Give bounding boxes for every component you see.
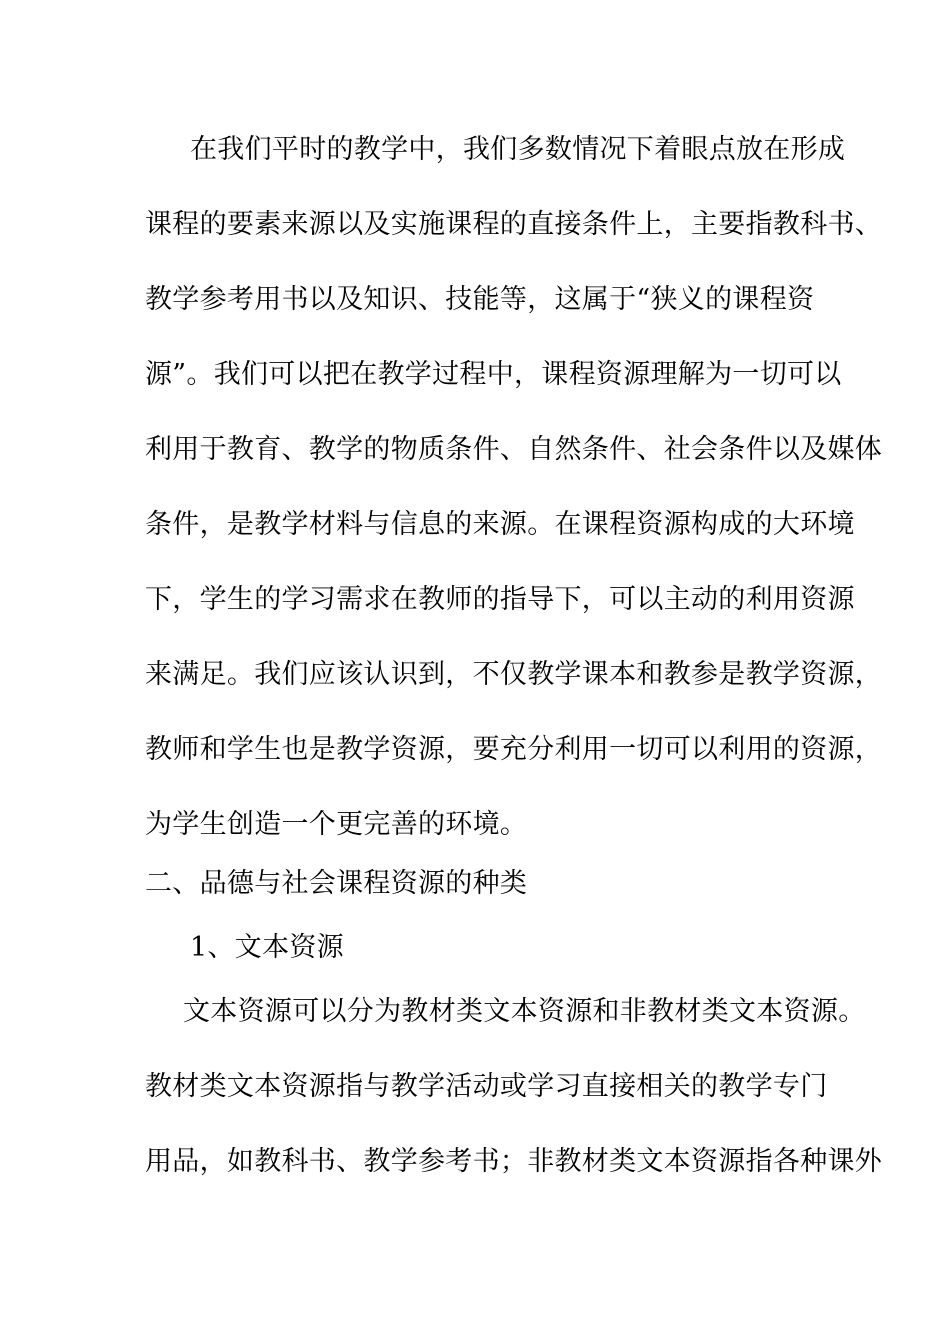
paragraph-line: 教师和学生也是教学资源，要充分利用一切可以利用的资源， <box>145 734 883 765</box>
paragraph-line: 在我们平时的教学中，我们多数情况下着眼点放在形成 <box>190 134 846 165</box>
paragraph-line: 用品，如教科书、教学参考书；非教材类文本资源指各种课外 <box>145 1146 883 1177</box>
paragraph-line: 条件，是教学材料与信息的来源。在课程资源构成的大环境 <box>145 509 855 540</box>
subsection-heading: 1、文本资源 <box>190 932 344 963</box>
paragraph-line: 利用于教育、教学的物质条件、自然条件、社会条件以及媒体 <box>145 434 883 465</box>
paragraph-line: 教学参考用书以及知识、技能等，这属于“狭义的课程资 <box>145 284 815 315</box>
paragraph-line: 为学生创造一个更完善的环境。 <box>145 809 528 840</box>
paragraph-line: 文本资源可以分为教材类文本资源和非教材类文本资源。 <box>183 996 866 1027</box>
section-heading: 二、品德与社会课程资源的种类 <box>145 868 528 899</box>
paragraph-line: 来满足。我们应该认识到，不仅教学课本和教参是教学资源， <box>145 659 883 690</box>
paragraph-line: 课程的要素来源以及实施课程的直接条件上，主要指教科书、 <box>145 209 883 240</box>
paragraph-line: 下，学生的学习需求在教师的指导下，可以主动的利用资源 <box>145 584 855 615</box>
paragraph-line: 教材类文本资源指与教学活动或学习直接相关的教学专门 <box>145 1071 828 1102</box>
paragraph-line: 源”。我们可以把在教学过程中，课程资源理解为一切可以 <box>145 359 842 390</box>
